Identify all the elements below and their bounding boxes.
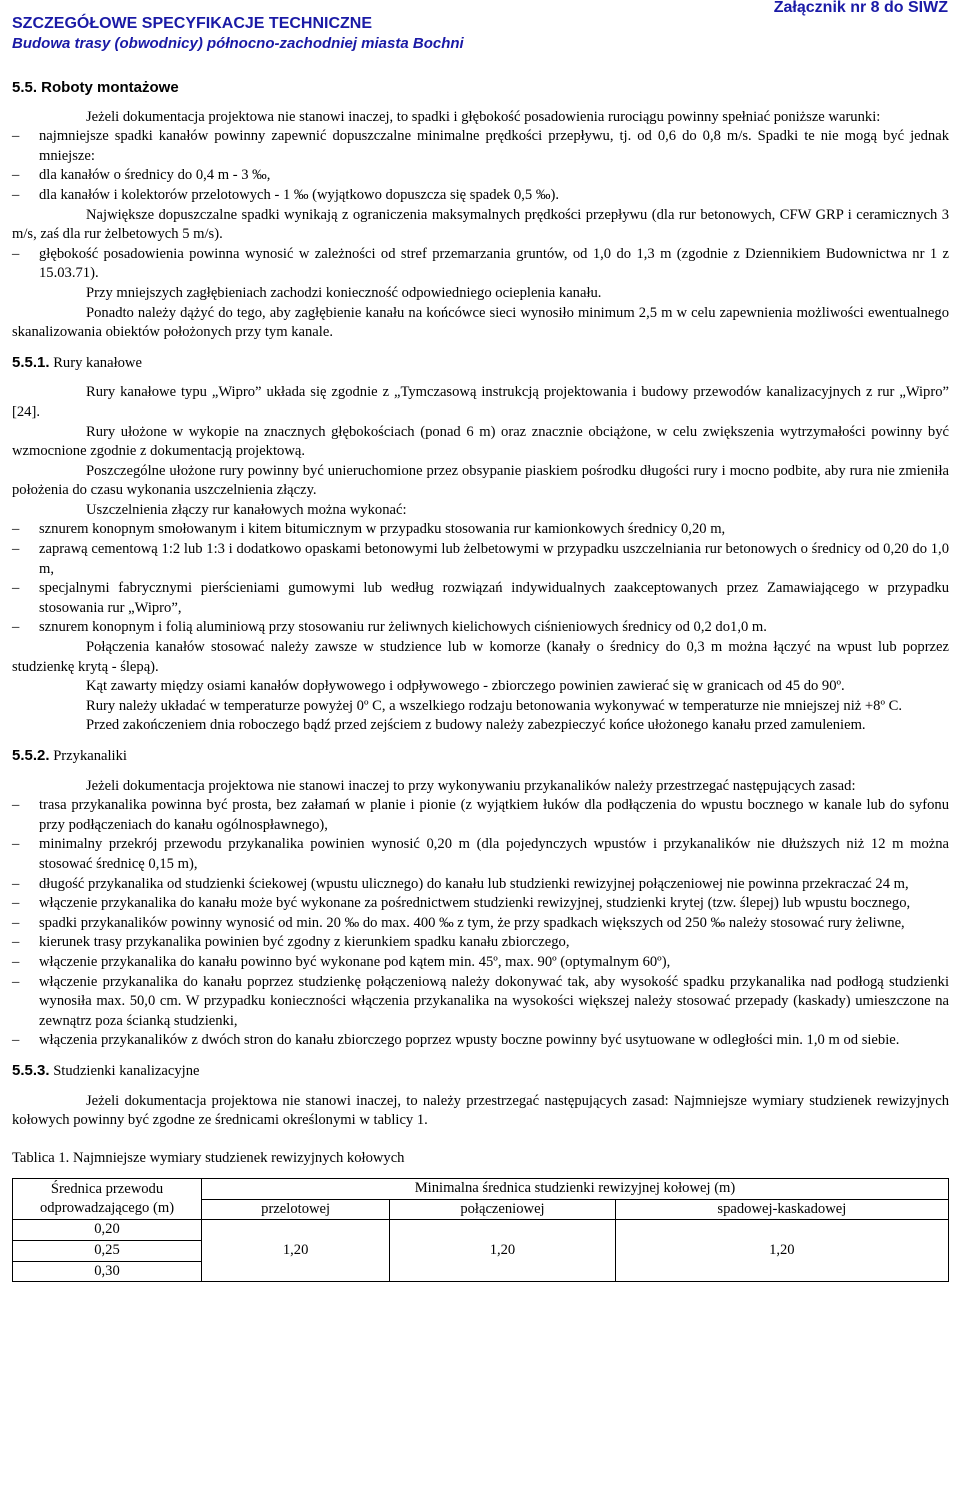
list-item: – trasa przykanalika powinna być prosta, bez załamań w planie i pionie (z wyjątkiem łuków dla podłączenia do wpustu bocznego w kanale lub do syfonu przy podłączeniach do kanału ogólnospławnego), (12, 796, 949, 835)
list-item: – sznurem konopnym i folią aluminiową przy stosowaniu rur żeliwnych kielichowych ciśnieniowych średnicy od 0,2 do1,0 m. (12, 618, 949, 638)
header-title: SZCZEGÓŁOWE SPECYFIKACJE TECHNICZNE (12, 15, 373, 32)
table-cell-diameter: 0,25 (13, 1241, 202, 1262)
document-header (12, 14, 464, 54)
bullet-list (12, 796, 949, 1051)
table-cell-through: 1,20 (202, 1220, 390, 1282)
document-body (12, 78, 949, 1282)
paragraph: Ponadto należy dążyć do tego, aby zagłębienie kanału na końcówce sieci wynosiło minimum 2,5 m w celu zapewnienia możliwości ewentualnego skanalizowania obiektów położonych przy tym kanale. (12, 304, 949, 341)
list-item: – sznurem konopnym smołowanym i kitem bitumicznym w przypadku stosowania rur kamionkowych średnicy 0,20 m, (12, 520, 949, 540)
paragraph: Rury kanałowe typu „Wipro” układa się zgodnie z „Tymczasową instrukcją projektowania i budowy przewodów kanalizacyjnych z rur „Wipro” [24]. (12, 384, 949, 420)
paragraph: Połączenia kanałów stosować należy zawsze w studzience lub w komorze (kanały o średnicy do 0,3 m można łączyć na wpust lub poprzez studzienkę krytą - ślepą). (12, 639, 949, 675)
table-caption: Tablica 1. Najmniejsze wymiary studzienek rewizyjnych kołowych (12, 1149, 405, 1166)
table-header-group: Minimalna średnica studzienki rewizyjnej kołowej (m) (202, 1179, 949, 1200)
paragraph: Jeżeli dokumentacja projektowa nie stanowi inaczej, to należy przestrzegać następujących zasad: Najmniejsze wymiary studzienek rewizyjnych kołowych powinny być zgodne ze średnicami określonymi w tablicy 1. (12, 1092, 949, 1129)
table-cell-connection: 1,20 (390, 1220, 615, 1282)
section-5-5-3-heading (12, 1061, 949, 1082)
table-cell-diameter: 0,20 (13, 1220, 202, 1241)
list-item: – dla kanałów i kolektorów przelotowych - 1 ‰ (wyjątkowo dopuszcza się spadek 0,5 ‰). (12, 186, 949, 206)
annex-label: Załącznik nr 8 do SIWZ (773, 0, 948, 16)
paragraph: Poszczególne ułożone rury powinny być unieruchomione przez obsypanie piaskiem pośrodku długości rury i mocno podbite, aby rura nie zmieniła położenia do czasu wykonania uszczelnienia złączy. (12, 462, 949, 499)
list-item: – zaprawą cementową 1:2 lub 1:3 i dodatkowo opaskami betonowymi lub żelbetowymi w przypadku uszczelniania rur betonowych o średnicy od 0,20 do 1,0 m, (12, 540, 949, 579)
table-cell-diameter: 0,30 (13, 1261, 202, 1282)
section-5-5-heading: 5.5. Roboty montażowe (12, 79, 179, 96)
list-item: – najmniejsze spadki kanałów powinny zapewnić dopuszczalne minimalne prędkości przepływu, tj. od 0,6 do 0,8 m/s. Spadki te nie mogą być jednak mniejsze: (12, 127, 949, 166)
paragraph: Rury należy układać w temperaturze powyżej 0º C, a wszelkiego rodzaju betonowania wykonywać w temperaturze nie mniejszej niż +8º C. (86, 697, 902, 714)
section-5-5-1-heading (12, 353, 949, 374)
paragraph: Największe dopuszczalne spadki wynikają z ograniczenia maksymalnych prędkości przepływu (dla rur betonowych, CFW GRP i ceramicznych 3 m/s, zaś dla rur żelbetowych 5 m/s). (12, 206, 949, 243)
list-item: – włączenia przykanalików z dwóch stron do kanału zbiorczego poprzez wpusty boczne powinny być usytuowane w odległości min. 1,0 m od siebie. (12, 1031, 949, 1051)
paragraph: Kąt zawarty między osiami kanałów dopływowego i odpływowego - zbiorczego powinien zawierać się w granicach od 45 do 90º. (86, 678, 845, 695)
list-item: – dla kanałów o średnicy do 0,4 m - 3 ‰, (12, 166, 949, 186)
dimensions-table (12, 1178, 949, 1282)
list-item: – głębokość posadowienia powinna wynosić w zależności od stref przemarzania gruntów, od 1,0 do 1,3 m (zgodnie z Dziennikiem Budownictwa nr 1 z 15.03.71). (12, 245, 949, 284)
section-number: 5.5.1. (12, 353, 50, 371)
list-item: – specjalnymi fabrycznymi pierścieniami gumowymi lub według rozwiązań indywidualnych zaakceptowanych przez Zamawiającego w przypadku stosowania rur „Wipro”, (12, 579, 949, 618)
section-number: 5.5.3. (12, 1061, 50, 1079)
list-item: – długość przykanalika od studzienki ściekowej (wpustu ulicznego) do kanału lub studzienki rewizyjnej połączeniowej nie powinna przekraczać 24 m, (12, 875, 949, 895)
table-header-through: przelotowej (202, 1199, 390, 1220)
section-title: Przykanaliki (53, 748, 127, 764)
section-title: Rury kanałowe (53, 354, 142, 371)
header-subtitle: Budowa trasy (obwodnicy) północno-zachodniej miasta Bochni (12, 35, 464, 52)
table-header-diameter: Średnica przewodu odprowadzającego (m) (13, 1179, 202, 1220)
list-item: – włączenie przykanalika do kanału powinno być wykonane pod kątem min. 45º, max. 90º (optymalnym 60º), (12, 953, 949, 973)
list-item: – włączenie przykanalika do kanału może być wykonane za pośrednictwem studzienki rewizyjnej, studzienki krytej (tzw. ślepej) lub wpustu bocznego, (12, 894, 949, 914)
list-item: – minimalny przekrój przewodu przykanalika powinien wynosić 0,20 m (dla pojedynczych wpustów i przykanalików nie dłuższych niż 12 m można stosować średnicę 0,15 m), (12, 835, 949, 874)
bullet-list (12, 245, 949, 284)
list-item: – włączenie przykanalika do kanału poprzez studzienkę połączeniową należy dokonywać tak, aby wysokość spadku przykanalika nad podłogą studzienki wynosiła max. 50,0 cm. W przypadku konieczności włączenia przykanalika na wysokości większej należy stosować przepady (kaskady) umieszczone na zewnątrz poza ścianką studzienki, (12, 973, 949, 1032)
paragraph: Rury ułożone w wykopie na znacznych głębokościach (ponad 6 m) oraz znacznie obciążone, w celu zwiększenia wytrzymałości powinny być wzmocnione zgodnie z dokumentacją projektową. (12, 423, 949, 460)
section-number: 5.5.2. (12, 747, 50, 764)
table-header-cascade: spadowej-kaskadowej (615, 1199, 948, 1220)
section-title: Studzienki kanalizacyjne (53, 1062, 200, 1079)
paragraph: Przed zakończeniem dnia roboczego bądź przed zejściem z budowy należy zabezpieczyć końce ułożonego kanału przed zamuleniem. (86, 717, 866, 734)
table-cell-cascade: 1,20 (615, 1220, 948, 1282)
section-5-5-2-heading (12, 746, 949, 767)
paragraph: Jeżeli dokumentacja projektowa nie stanowi inaczej to przy wykonywaniu przykanalików należy przestrzegać następujących zasad: (86, 777, 856, 794)
table-header-connection: połączeniowej (390, 1199, 615, 1220)
bullet-list (12, 127, 949, 205)
paragraph: Uszczelnienia złączy rur kanałowych można wykonać: (86, 501, 407, 518)
list-item: – spadki przykanalików powinny wynosić od min. 20 ‰ do max. 400 ‰ z tym, że przy spadkach większych od 250 ‰ należy stosować rury żeliwne, (12, 914, 949, 934)
paragraph: Przy mniejszych zagłębieniach zachodzi konieczność odpowiedniego ocieplenia kanału. (86, 284, 602, 301)
list-item: – kierunek trasy przykanalika powinien być zgodny z kierunkiem spadku kanału zbiorczego, (12, 933, 949, 953)
bullet-list (12, 520, 949, 638)
paragraph: Jeżeli dokumentacja projektowa nie stanowi inaczej, to spadki i głębokość posadowienia rurociągu powinny spełniać poniższe warunki: (86, 108, 881, 125)
